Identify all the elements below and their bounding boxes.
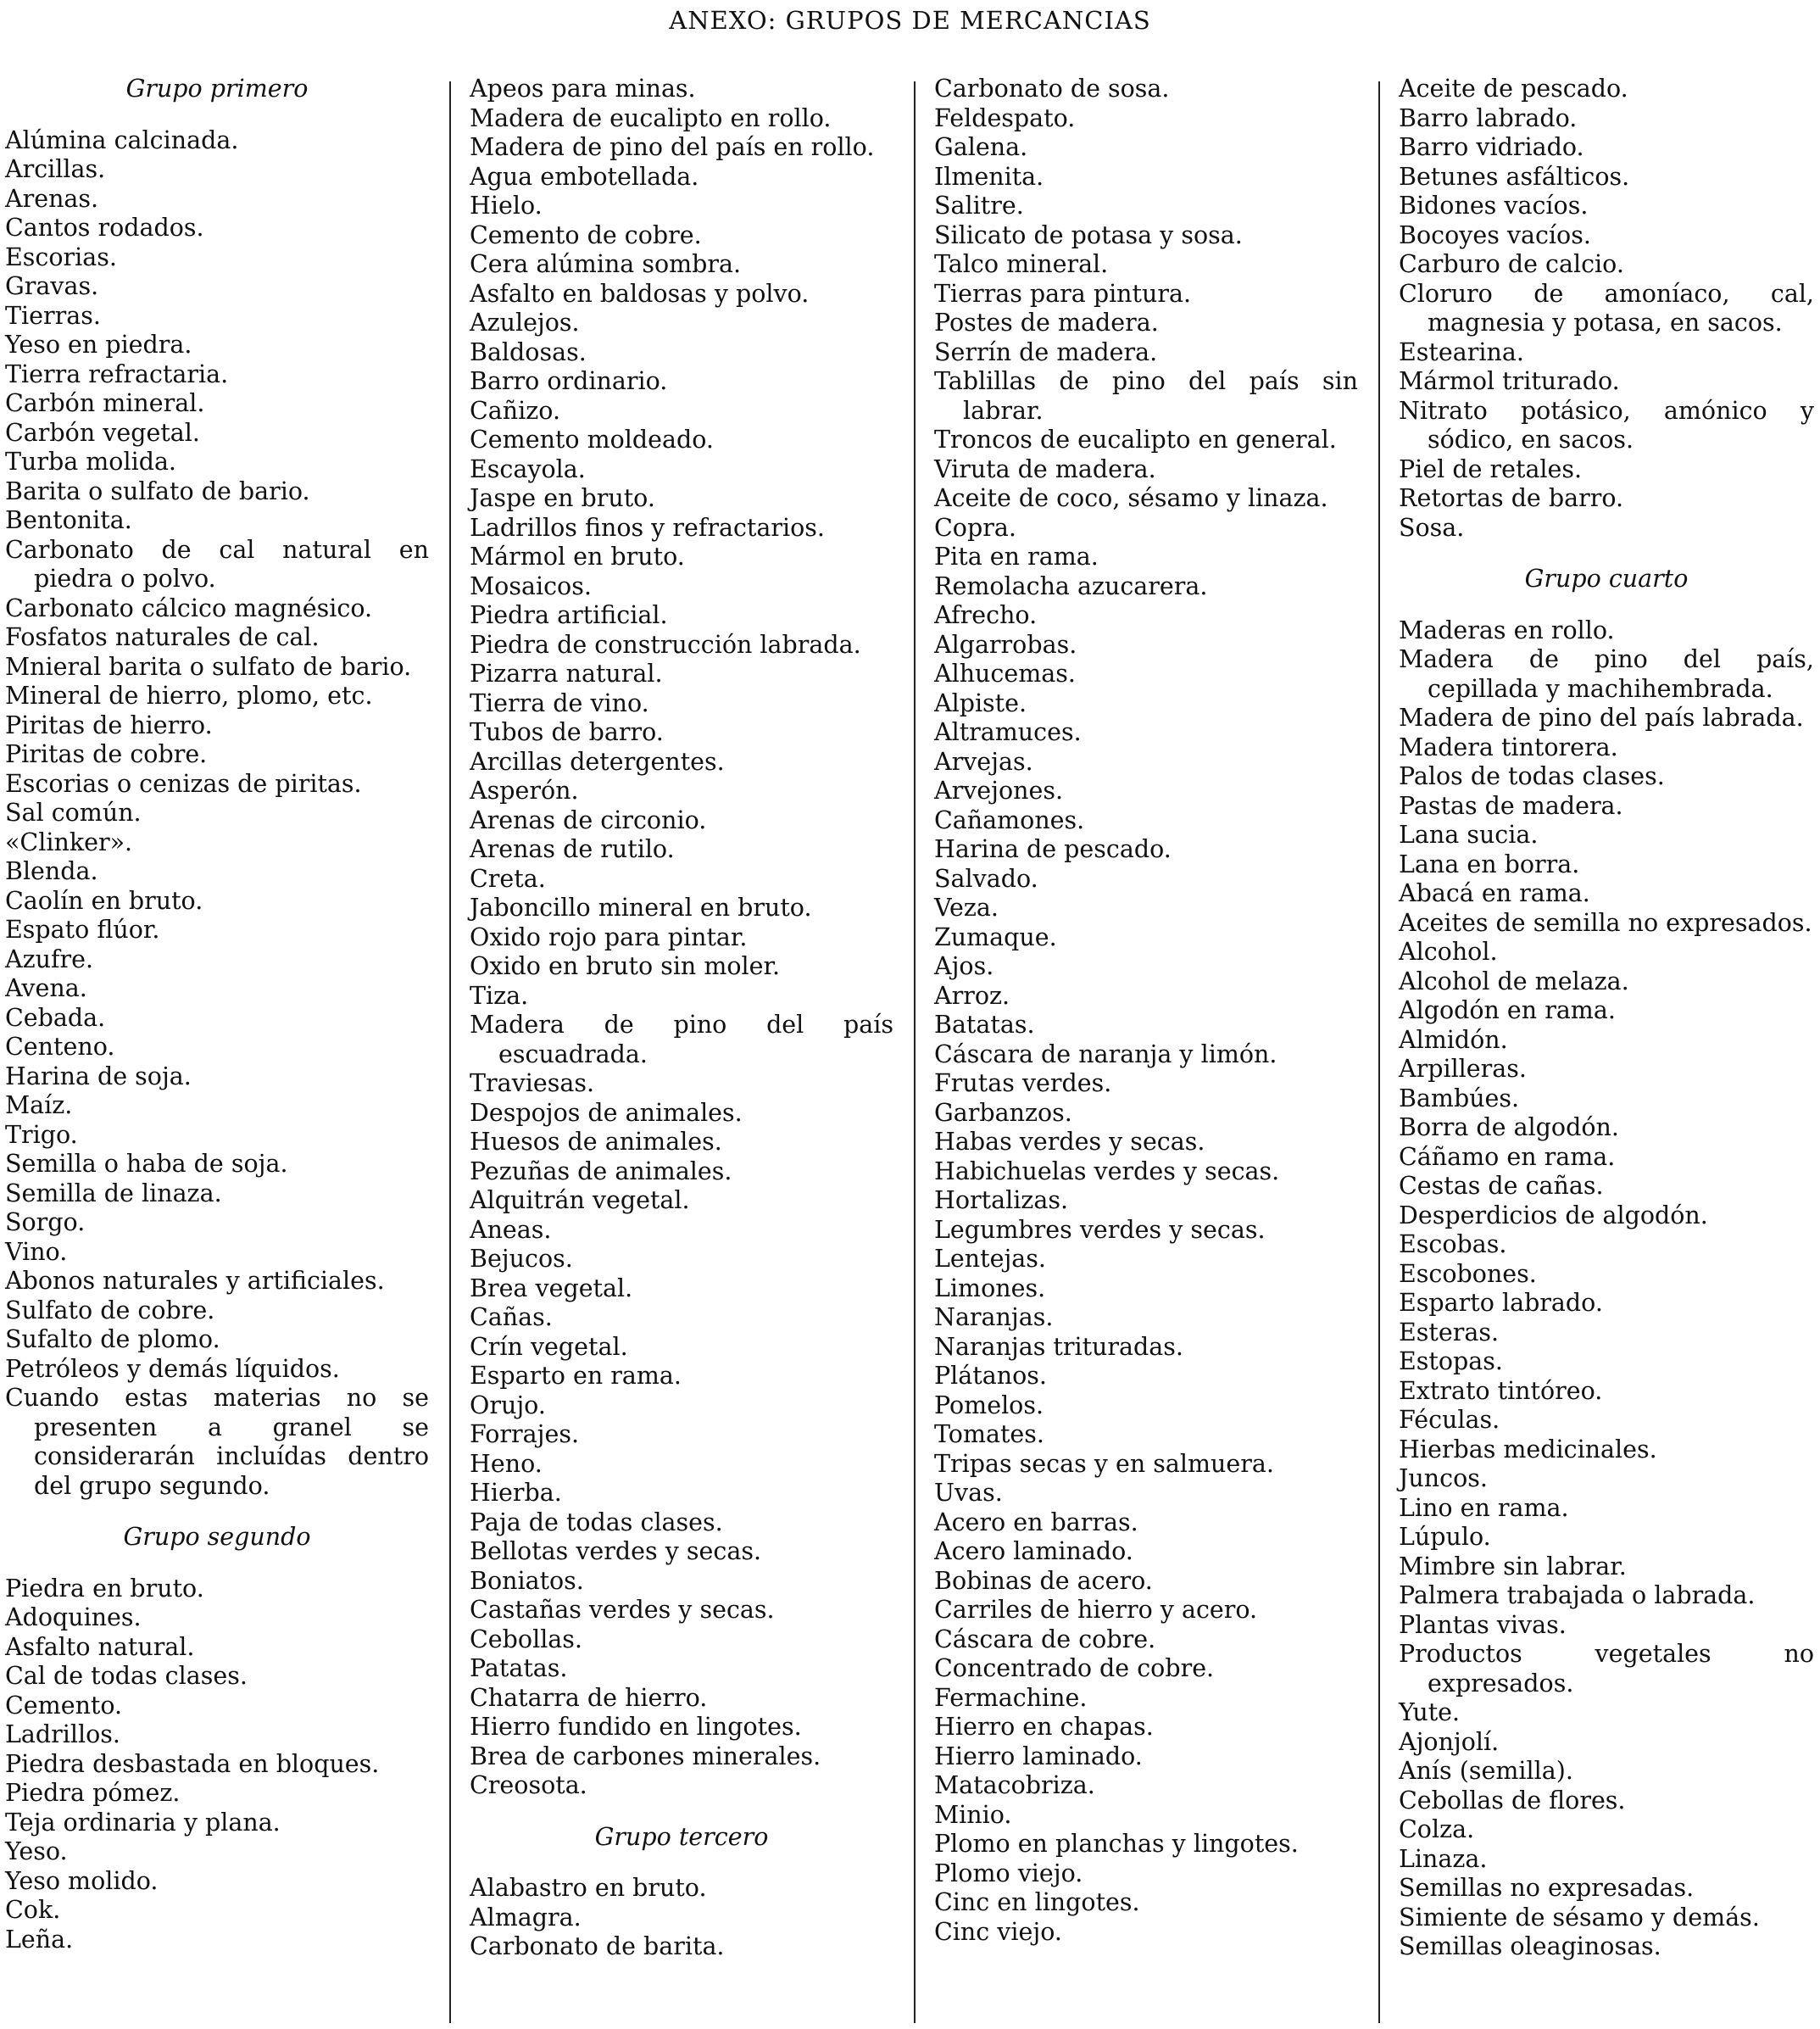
list-item: Lentejas. [934,1245,1046,1273]
list-item: Copra. [934,513,1016,542]
list-item: Agua embotellada. [470,162,699,191]
list-item: Cemento de cobre. [470,220,702,249]
column-divider [449,81,451,2023]
list-item: Aceite de coco, sésamo y linaza. [934,484,1328,512]
list-item: Postes de madera. [934,309,1159,337]
list-item: Sufalto de plomo. [5,1325,220,1353]
list-item: Cinc viejo. [934,1917,1062,1946]
list-item: Estearina. [1399,337,1524,366]
list-item: Abacá en rama. [1399,879,1590,907]
column-4 [1399,75,1814,2025]
list-item: Alcohol. [1399,938,1498,966]
list-item: Huesos de animales. [470,1128,722,1156]
list-item: Traviesas. [470,1069,595,1097]
list-item: Cinc en lingotes. [934,1888,1140,1916]
list-item: Sal común. [5,799,142,827]
list-item: Tierra refractaria. [5,360,229,388]
list-item: Barro vidriado. [1399,133,1584,161]
list-item: Cañizo. [470,396,561,425]
list-item: Bobinas de acero. [934,1566,1153,1595]
list-item: Almidón. [1399,1025,1508,1054]
list-item: Madera de pino del país, cepillada y machihembrada. [1399,645,1814,703]
list-item: Barro ordinario. [470,367,668,395]
list-item: Ladrillos finos y refractarios. [470,513,825,542]
list-item: Viruta de madera. [934,454,1156,483]
list-item: Feldespato. [934,103,1076,132]
list-item: Arenas de circonio. [470,805,707,834]
list-item: Naranjas trituradas. [934,1332,1183,1361]
list-item: Carbón mineral. [5,389,205,417]
list-item: Madera de pino del país escuadrada. [470,1011,893,1068]
list-item: Tubos de barro. [470,718,664,746]
list-item: Cuando estas materias no se presenten a granel se considerarán incluídas dentro del grupo segundo. [5,1384,429,1500]
list-item: Algarrobas. [934,630,1077,659]
list-item: Cañamones. [934,805,1085,834]
list-item: Bentonita. [5,506,132,534]
list-item: Minio. [934,1800,1012,1829]
list-item: Creosota. [470,1771,587,1799]
list-item: Ajos. [934,952,994,980]
list-item: Frutas verdes. [934,1069,1112,1097]
column-divider [1378,81,1380,2023]
column-divider [914,81,916,2023]
list-item: Cemento. [5,1691,123,1720]
list-item: Habichuelas verdes y secas. [934,1157,1280,1185]
list-item: Acero en barras. [934,1508,1138,1536]
list-item: Pizarra natural. [470,660,663,688]
list-item: Maíz. [5,1091,73,1119]
list-item: Jaspe en bruto. [470,484,655,512]
list-item: Plomo viejo. [934,1859,1083,1887]
list-item: Fermachine. [934,1683,1088,1712]
list-item: Bellotas verdes y secas. [470,1537,762,1565]
list-item: Simiente de sésamo y demás. [1399,1903,1760,1931]
list-item: Orujo. [470,1391,546,1419]
list-item: «Clinker». [5,828,133,856]
list-item: Mineral de hierro, plomo, etc. [5,682,373,710]
list-item: Palos de todas clases. [1399,762,1665,790]
list-item: Cera alúmina sombra. [470,250,742,278]
list-item: Cemento moldeado. [470,426,714,454]
list-item: Semilla o haba de soja. [5,1150,288,1178]
list-item: Piedra pómez. [5,1779,181,1807]
list-item: Hielo. [470,192,543,220]
list-item: Despojos de animales. [470,1098,743,1127]
list-item: Turba molida. [5,448,176,476]
list-item: Garbanzos. [934,1098,1072,1127]
list-item: Paja de todas clases. [470,1508,723,1536]
list-item: Betunes asfálticos. [1399,162,1630,191]
list-item: Oxido rojo para pintar. [470,923,748,951]
list-item: Bejucos. [470,1245,573,1273]
list-item: Oxido en bruto sin moler. [470,952,781,980]
list-item: Barro labrado. [1399,103,1578,132]
list-item: Hortalizas. [934,1186,1069,1214]
list-item: Adoquines. [5,1603,142,1631]
list-item: Semillas oleaginosas. [1399,1932,1661,1960]
list-item: Jaboncillo mineral en bruto. [470,894,812,922]
group-heading-segundo: Grupo segundo [123,1523,311,1551]
group-heading-primero: Grupo primero [125,75,309,103]
list-item: Matacobriza. [934,1771,1095,1799]
list-item: Silicato de potasa y sosa. [934,220,1243,249]
list-item: Pita en rama. [934,543,1099,571]
list-item: Madera de pino del país labrada. [1399,704,1804,732]
list-item: Altramuces. [934,718,1082,746]
list-item: Arcillas detergentes. [470,747,725,776]
list-item: Hierro en chapas. [934,1713,1154,1741]
list-item: Nitrato potásico, amónico y sódico, en sacos. [1399,396,1814,454]
list-item: Yeso. [5,1837,68,1865]
list-item: Cal de todas clases. [5,1662,248,1690]
list-item: Castañas verdes y secas. [470,1596,775,1624]
list-item: Galena. [934,133,1028,161]
list-item: Apeos para minas. [470,75,696,103]
list-item: Harina de pescado. [934,835,1172,863]
list-item: Algodón en rama. [1399,996,1616,1024]
list-item: Mnieral barita o sulfato de bario. [5,652,412,681]
list-item: Plantas vivas. [1399,1610,1567,1639]
list-item: Madera de eucalipto en rollo. [470,103,832,132]
list-item: Tripas secas y en salmuera. [934,1449,1274,1478]
list-item: Esparto labrado. [1399,1289,1603,1317]
list-item: Alpiste. [934,688,1027,717]
list-item: Tablillas de pino del país sin labrar. [934,367,1358,425]
list-item: Hierbas medicinales. [1399,1435,1657,1463]
list-item: Yute. [1399,1698,1461,1726]
list-item: Habas verdes y secas. [934,1128,1205,1156]
list-item: Madera de pino del país en rollo. [470,133,875,161]
list-item: Naranjas. [934,1303,1054,1331]
list-item: Hierba. [470,1479,562,1507]
list-item: Piedra de construcción labrada. [470,630,861,659]
list-item: Ajonjolí. [1399,1727,1500,1756]
group-list [1399,616,1814,1962]
list-item: Arvejones. [934,777,1064,805]
group-list [934,75,1358,1947]
list-item: Tiza. [470,981,529,1010]
list-item: Desperdicios de algodón. [1399,1201,1708,1229]
list-item: Yeso en piedra. [5,331,192,359]
list-item: Ladrillos. [5,1720,120,1748]
group-list [5,126,429,1502]
list-item: Escobas. [1399,1230,1507,1258]
list-item: Cañas. [470,1303,553,1331]
list-item: Abonos naturales y artificiales. [5,1267,385,1295]
column-3 [934,75,1358,2025]
list-item: Barita o sulfato de bario. [5,477,310,505]
list-item: Salvado. [934,864,1038,893]
list-item: Estopas. [1399,1347,1503,1375]
list-item: Cebollas. [470,1625,582,1653]
list-item: Carbonato de barita. [470,1932,725,1960]
list-item: Carbón vegetal. [5,418,200,447]
list-item: Productos vegetales no expresados. [1399,1640,1814,1697]
list-item: Esteras. [1399,1318,1500,1346]
list-item: Ilmenita. [934,162,1044,191]
list-item: Serrín de madera. [934,337,1158,366]
list-item: Remolacha azucarera. [934,571,1208,600]
list-item: Boniatos. [470,1566,584,1595]
list-item: Palmera trabajada o labrada. [1399,1581,1756,1609]
list-item: Tierra de vino. [470,688,649,717]
list-item: Escayola. [470,454,586,483]
list-item: Legumbres verdes y secas. [934,1215,1266,1244]
list-item: Tierras para pintura. [934,279,1192,308]
list-item: Cestas de cañas. [1399,1172,1604,1200]
list-item: Sosa. [1399,513,1465,542]
list-item: Limones. [934,1274,1046,1302]
list-item: Chatarra de hierro. [470,1683,708,1712]
list-item: Blenda. [5,857,98,885]
list-item: Colza. [1399,1815,1475,1843]
list-item: Alquitrán vegetal. [470,1186,690,1214]
list-item: Arenas. [5,184,99,213]
list-item: Plomo en planchas y lingotes. [934,1830,1299,1858]
column-1 [5,75,429,2025]
page-title: ANEXO: GRUPOS DE MERCANCIAS [669,6,1151,35]
list-item: Harina de soja. [5,1062,192,1090]
list-item: Arpilleras. [1399,1055,1527,1083]
list-item: Lana sucia. [1399,821,1539,849]
list-item: Sulfato de cobre. [5,1296,215,1324]
list-item: Gravas. [5,272,99,300]
list-item: Bidones vacíos. [1399,192,1589,220]
list-item: Talco mineral. [934,250,1109,278]
list-item: Aneas. [470,1215,552,1244]
list-item: Mármol en bruto. [470,543,685,571]
list-item: Cebollas de flores. [1399,1786,1626,1814]
list-item: Heno. [470,1449,543,1478]
group-list [1399,75,1814,543]
list-item: Cebada. [5,1003,106,1032]
list-item: Almagra. [470,1903,582,1931]
list-item: Mármol triturado. [1399,367,1620,395]
list-item: Brea vegetal. [470,1274,633,1302]
list-item: Féculas. [1399,1406,1500,1434]
list-item: Vino. [5,1237,68,1266]
list-item: Asfalto en baldosas y polvo. [470,279,810,308]
list-item: Azulejos. [470,309,580,337]
list-item: Creta. [470,864,546,893]
list-item: Batatas. [934,1011,1035,1039]
list-item: Cáscara de cobre. [934,1625,1156,1653]
list-item: Bocoyes vacíos. [1399,220,1591,249]
list-item: Zumaque. [934,923,1057,951]
list-item: Trigo. [5,1120,78,1149]
list-item: Arenas de rutilo. [470,835,675,863]
list-item: Lana en borra. [1399,850,1580,878]
list-item: Piritas de cobre. [5,740,208,768]
list-item: Pomelos. [934,1391,1044,1419]
list-item: Piritas de hierro. [5,711,213,739]
group-list [5,1575,429,1955]
list-item: Carburo de calcio. [1399,250,1624,278]
list-item: Retortas de barro. [1399,484,1624,512]
list-item: Arcillas. [5,155,106,183]
list-item: Pezuñas de animales. [470,1157,732,1185]
list-item: Espato flúor. [5,916,160,944]
list-item: Alcohol de melaza. [1399,967,1629,995]
list-item: Aceite de pescado. [1399,75,1628,103]
list-item: Caolín en bruto. [5,886,203,915]
list-item: Asperón. [470,777,579,805]
list-item: Uvas. [934,1479,1003,1507]
list-item: Carbonato cálcico magnésico. [5,594,373,622]
list-item: Fosfatos naturales de cal. [5,623,320,651]
group-list [470,1874,893,1962]
list-item: Aceites de semilla no expresados. [1399,908,1812,937]
list-item: Plátanos. [934,1362,1047,1390]
list-item: Avena. [5,974,87,1002]
list-item: Linaza. [1399,1844,1488,1873]
list-item: Cáscara de naranja y limón. [934,1040,1277,1068]
list-item: Juncos. [1399,1464,1488,1492]
list-item: Piedra en bruto. [5,1574,204,1603]
list-item: Leña. [5,1925,74,1954]
list-item: Piel de retales. [1399,454,1583,483]
list-item: Teja ordinaria y plana. [5,1808,281,1837]
list-item: Arroz. [934,981,1010,1010]
list-item: Borra de algodón. [1399,1113,1619,1141]
list-item: Centeno. [5,1033,115,1061]
list-item: Afrecho. [934,601,1038,629]
list-item: Carbonato de cal natural en piedra o polvo. [5,535,429,593]
list-item: Alúmina calcinada. [5,125,239,154]
list-item: Veza. [934,894,999,922]
list-item: Cáñamo en rama. [1399,1142,1616,1171]
list-item: Sorgo. [5,1208,86,1236]
list-item: Carbonato de sosa. [934,75,1170,103]
list-item: Cantos rodados. [5,214,204,242]
list-item: Escorias o cenizas de piritas. [5,769,362,798]
list-item: Acero laminado. [934,1537,1133,1565]
list-item: Extrato tintóreo. [1399,1376,1603,1405]
column-2 [470,75,893,2025]
list-item: Mimbre sin labrar. [1399,1552,1627,1580]
list-item: Semilla de linaza. [5,1179,222,1207]
list-item: Esparto en rama. [470,1362,682,1390]
list-item: Alabastro en bruto. [470,1874,707,1902]
list-item: Lúpulo. [1399,1523,1491,1551]
list-item: Escobones. [1399,1259,1537,1288]
list-item: Mosaicos. [470,571,592,600]
group-heading-tercero: Grupo tercero [594,1822,769,1851]
list-item: Cloruro de amoníaco, cal, magnesia y potasa, en sacos. [1399,279,1814,337]
list-item: Tierras. [5,301,101,330]
list-item: Salitre. [934,192,1024,220]
list-item: Cok. [5,1896,61,1924]
list-item: Troncos de eucalipto en general. [934,426,1337,454]
list-item: Petróleos y demás líquidos. [5,1354,340,1383]
list-item: Piedra artificial. [470,601,668,629]
list-item: Semillas no expresadas. [1399,1874,1695,1902]
list-item: Tomates. [934,1420,1044,1448]
list-item: Pastas de madera. [1399,791,1623,820]
list-item: Alhucemas. [934,660,1076,688]
list-item: Hierro laminado. [934,1742,1143,1770]
list-item: Baldosas. [470,337,587,366]
list-item: Concentrado de cobre. [934,1654,1215,1682]
list-item: Piedra desbastada en bloques. [5,1749,380,1778]
list-item: Forrajes. [470,1420,580,1448]
list-item: Patatas. [470,1654,568,1682]
list-item: Hierro fundido en lingotes. [470,1713,802,1741]
list-item: Asfalto natural. [5,1632,195,1661]
list-item: Yeso molido. [5,1866,159,1895]
list-item: Escorias. [5,242,117,271]
list-item: Bambúes. [1399,1084,1520,1112]
group-list [470,75,893,1801]
list-item: Azufre. [5,945,94,973]
list-item: Maderas en rollo. [1399,616,1615,644]
list-item: Arvejas. [934,747,1033,776]
list-item: Crín vegetal. [470,1332,628,1361]
list-item: Brea de carbones minerales. [470,1742,821,1770]
group-heading-cuarto: Grupo cuarto [1524,565,1689,593]
list-item: Madera tintorera. [1399,733,1618,761]
list-item: Carriles de hierro y acero. [934,1596,1258,1624]
list-item: Anís (semilla). [1399,1757,1573,1785]
list-item: Lino en rama. [1399,1493,1569,1522]
